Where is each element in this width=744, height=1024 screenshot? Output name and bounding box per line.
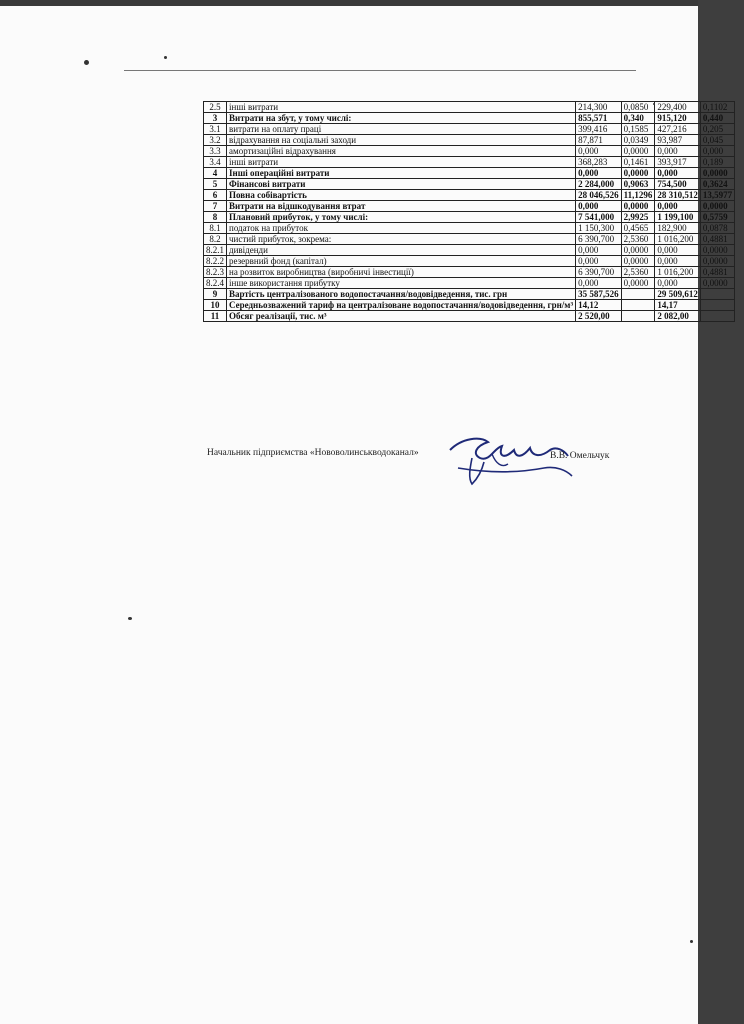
value-cell: 182,900 [655, 223, 701, 234]
row-label-cell: відрахування на соціальні заходи [227, 135, 576, 146]
row-number-cell: 10 [204, 300, 227, 311]
row-number-cell: 8.2.2 [204, 256, 227, 267]
row-label-cell: дивіденди [227, 245, 576, 256]
cost-table [203, 101, 735, 322]
table-row [204, 201, 735, 212]
value-cell: 0,000 [655, 201, 701, 212]
value-cell: 0,0000 [700, 256, 734, 267]
table-row [204, 124, 735, 135]
value-cell: 0,340 [621, 113, 655, 124]
value-cell: 0,4881 [700, 267, 734, 278]
row-label-cell: резервний фонд (капітал) [227, 256, 576, 267]
value-cell: 2 082,00 [655, 311, 701, 322]
value-cell: 1 016,200 [655, 267, 701, 278]
value-cell: 0,0000 [621, 245, 655, 256]
value-cell: 11,1296 [621, 190, 655, 201]
row-label-cell: Повна собівартість [227, 190, 576, 201]
row-label-cell: Вартість централізованого водопостачання/водовідведення, тис. грн [227, 289, 576, 300]
value-cell: 0,1102 [700, 102, 734, 113]
row-number-cell: 7 [204, 201, 227, 212]
row-label-cell: амортизаційні відрахування [227, 146, 576, 157]
table-row [204, 234, 735, 245]
value-cell: 0,000 [655, 168, 701, 179]
value-cell: 214,300 [576, 102, 622, 113]
value-cell: 0,0000 [700, 168, 734, 179]
director-name: В.В. Омельчук [550, 451, 610, 461]
table-row [204, 256, 735, 267]
value-cell: 1 016,200 [655, 234, 701, 245]
value-cell: 393,917 [655, 157, 701, 168]
value-cell: 0,4565 [621, 223, 655, 234]
value-cell: 0,0850 [621, 102, 655, 113]
row-label-cell: чистий прибуток, зокрема: [227, 234, 576, 245]
value-cell [621, 311, 655, 322]
row-number-cell: 3.4 [204, 157, 227, 168]
row-number-cell: 3 [204, 113, 227, 124]
value-cell: 0,000 [655, 146, 701, 157]
row-number-cell: 6 [204, 190, 227, 201]
row-number-cell: 8 [204, 212, 227, 223]
row-number-cell: 5 [204, 179, 227, 190]
value-cell: 915,120 [655, 113, 701, 124]
row-number-cell: 11 [204, 311, 227, 322]
value-cell: 0,000 [576, 245, 622, 256]
row-label-cell: Плановий прибуток, у тому числі: [227, 212, 576, 223]
value-cell: 7 541,000 [576, 212, 622, 223]
value-cell: 427,216 [655, 124, 701, 135]
value-cell: 0,3624 [700, 179, 734, 190]
value-cell: 368,283 [576, 157, 622, 168]
value-cell: 6 390,700 [576, 267, 622, 278]
row-number-cell: 8.2.3 [204, 267, 227, 278]
value-cell [700, 311, 734, 322]
table-row [204, 212, 735, 223]
row-number-cell: 8.1 [204, 223, 227, 234]
row-label-cell: Витрати на відшкодування втрат [227, 201, 576, 212]
value-cell: 29 509,612 [655, 289, 701, 300]
value-cell: 0,5759 [700, 212, 734, 223]
value-cell: 1 150,300 [576, 223, 622, 234]
value-cell: 13,5977 [700, 190, 734, 201]
row-label-cell: витрати на оплату праці [227, 124, 576, 135]
value-cell: 0,440 [700, 113, 734, 124]
scan-speck [164, 56, 167, 59]
table-row [204, 245, 735, 256]
value-cell: 0,000 [576, 201, 622, 212]
cost-table-body [204, 102, 735, 322]
table-row [204, 113, 735, 124]
row-number-cell: 3.2 [204, 135, 227, 146]
row-number-cell: 8.2 [204, 234, 227, 245]
value-cell: 0,4881 [700, 234, 734, 245]
row-label-cell: Витрати на збут, у тому числі: [227, 113, 576, 124]
row-label-cell: Фінансові витрати [227, 179, 576, 190]
value-cell: 2,9925 [621, 212, 655, 223]
value-cell [700, 289, 734, 300]
value-cell: 2 284,000 [576, 179, 622, 190]
row-number-cell: 2.5 [204, 102, 227, 113]
value-cell: 0,0000 [621, 201, 655, 212]
value-cell: 0,000 [655, 256, 701, 267]
value-cell: 0,1461 [621, 157, 655, 168]
row-number-cell: 4 [204, 168, 227, 179]
value-cell: 399,416 [576, 124, 622, 135]
value-cell: 2,5360 [621, 234, 655, 245]
value-cell: 0,0349 [621, 135, 655, 146]
table-row [204, 157, 735, 168]
table-row [204, 146, 735, 157]
row-number-cell: 8.2.1 [204, 245, 227, 256]
table-row [204, 300, 735, 311]
row-number-cell: 3.3 [204, 146, 227, 157]
value-cell: 0,000 [576, 256, 622, 267]
director-position: Начальник підприємства «Нововолинськводоканал» [207, 448, 419, 458]
value-cell: 754,500 [655, 179, 701, 190]
value-cell: 0,000 [655, 278, 701, 289]
value-cell: 0,205 [700, 124, 734, 135]
row-label-cell: інші витрати [227, 102, 576, 113]
value-cell: 0,0878 [700, 223, 734, 234]
value-cell: 0,000 [576, 146, 622, 157]
value-cell: 87,871 [576, 135, 622, 146]
value-cell: 0,0000 [700, 245, 734, 256]
value-cell: 0,0000 [700, 201, 734, 212]
row-number-cell: 8.2.4 [204, 278, 227, 289]
value-cell: 6 390,700 [576, 234, 622, 245]
table-row [204, 311, 735, 322]
scan-speck [690, 940, 693, 943]
row-number-cell: 3.1 [204, 124, 227, 135]
row-label-cell: інші витрати [227, 157, 576, 168]
value-cell: 229,400 [655, 102, 701, 113]
value-cell: 1 199,100 [655, 212, 701, 223]
value-cell: 0,0000 [621, 278, 655, 289]
row-label-cell: Обсяг реалізації, тис. м³ [227, 311, 576, 322]
value-cell: 93,987 [655, 135, 701, 146]
value-cell: 28 046,526 [576, 190, 622, 201]
table-row [204, 223, 735, 234]
value-cell: 28 310,512 [655, 190, 701, 201]
value-cell: 0,0000 [700, 278, 734, 289]
table-row [204, 168, 735, 179]
value-cell: 0,000 [576, 278, 622, 289]
row-label-cell: податок на прибуток [227, 223, 576, 234]
value-cell: 0,1585 [621, 124, 655, 135]
row-label-cell: на розвиток виробництва (виробничі інвестиції) [227, 267, 576, 278]
value-cell: 0,000 [576, 168, 622, 179]
value-cell: 0,000 [655, 245, 701, 256]
row-number-cell: 9 [204, 289, 227, 300]
value-cell: 0,9063 [621, 179, 655, 190]
row-label-cell: інше використання прибутку [227, 278, 576, 289]
value-cell: 14,12 [576, 300, 622, 311]
value-cell: 2,5360 [621, 267, 655, 278]
table-row [204, 289, 735, 300]
value-cell: 0,189 [700, 157, 734, 168]
value-cell: 855,571 [576, 113, 622, 124]
row-label-cell: Середньозважений тариф на централізоване водопостачання/водовідведення, грн/м³ [227, 300, 576, 311]
value-cell: 14,17 [655, 300, 701, 311]
scan-speck [653, 103, 655, 105]
value-cell [621, 300, 655, 311]
value-cell: 0,0000 [621, 256, 655, 267]
value-cell [621, 289, 655, 300]
value-cell: 0,045 [700, 135, 734, 146]
row-label-cell: Інші операційні витрати [227, 168, 576, 179]
scan-speck [128, 617, 132, 620]
page-top-rule [124, 70, 636, 71]
value-cell [700, 300, 734, 311]
value-cell: 0,000 [700, 146, 734, 157]
value-cell: 0,0000 [621, 168, 655, 179]
value-cell: 35 587,526 [576, 289, 622, 300]
table-row [204, 190, 735, 201]
table-row [204, 278, 735, 289]
value-cell: 0,0000 [621, 146, 655, 157]
value-cell: 2 520,00 [576, 311, 622, 322]
scan-speck [84, 60, 89, 65]
table-row [204, 267, 735, 278]
table-row [204, 179, 735, 190]
table-row [204, 135, 735, 146]
